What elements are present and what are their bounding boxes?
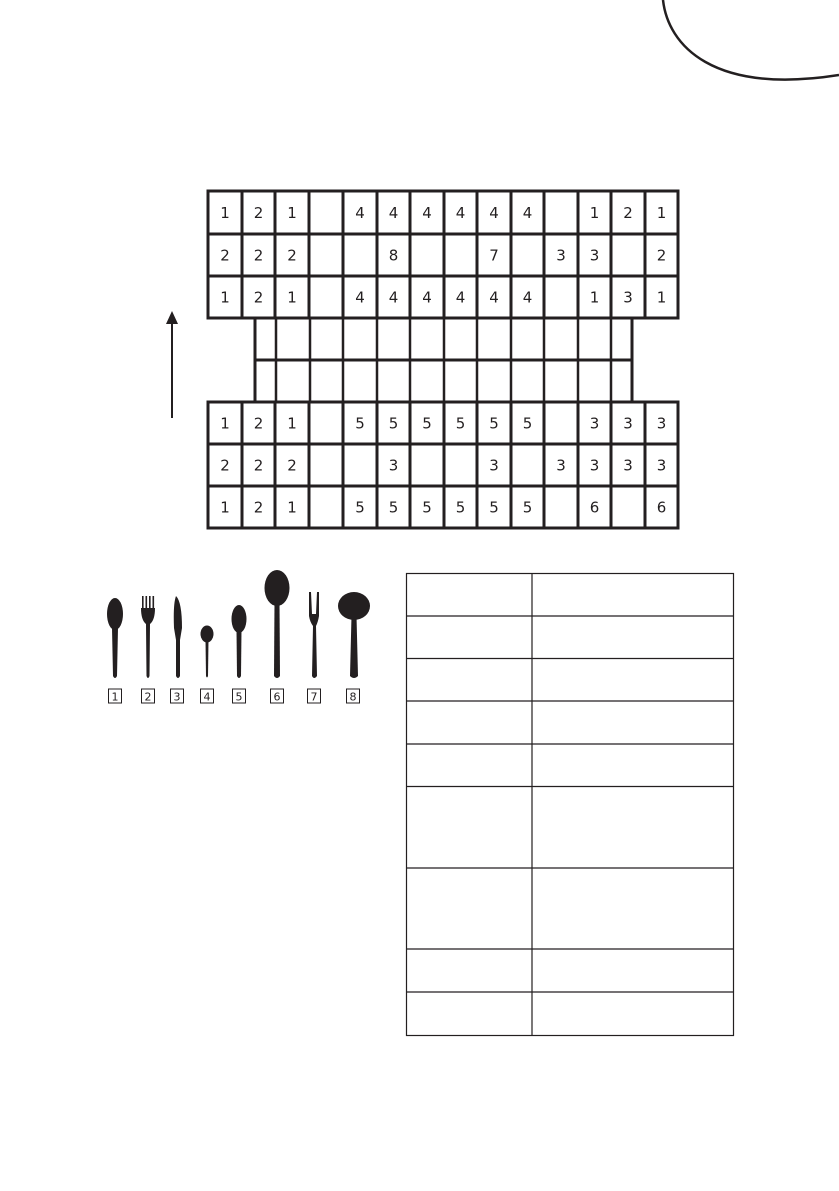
basket-cell-number: 4 bbox=[422, 204, 432, 222]
basket-cell-number: 2 bbox=[253, 246, 264, 265]
basket-cell-number: 5 bbox=[455, 498, 466, 517]
corner-arc-decoration bbox=[663, 0, 839, 80]
coffee-spoon-icon bbox=[201, 626, 214, 678]
basket-cell-number: 4 bbox=[455, 204, 466, 222]
basket-cell-number: 3 bbox=[623, 456, 633, 475]
basket-cell-number: 1 bbox=[287, 414, 297, 433]
basket-cell-number: 5 bbox=[422, 498, 432, 517]
basket-cell-number: 4 bbox=[422, 288, 432, 307]
serving-fork-icon bbox=[309, 592, 319, 678]
basket-cell-number: 1 bbox=[287, 204, 297, 222]
basket-cell-number: 2 bbox=[253, 498, 264, 517]
basket-cell-number: 5 bbox=[355, 498, 365, 517]
basket-cell-number: 3 bbox=[556, 246, 566, 265]
cutlery-key bbox=[107, 570, 370, 678]
basket-cell-number: 3 bbox=[656, 456, 667, 475]
basket-cell-number: 2 bbox=[253, 414, 264, 433]
basket-cell-number: 1 bbox=[287, 498, 297, 517]
basket-cell-number: 5 bbox=[355, 414, 365, 433]
basket-cell-number: 5 bbox=[522, 414, 533, 433]
basket-cell-number: 3 bbox=[656, 414, 667, 433]
basket-cell-number: 1 bbox=[656, 288, 667, 307]
basket-cell-number: 1 bbox=[220, 414, 230, 433]
basket-cell-number: 4 bbox=[388, 204, 399, 222]
key-number-label: 6 bbox=[273, 690, 281, 704]
basket-cell-number: 1 bbox=[287, 288, 297, 307]
basket-cell-number: 5 bbox=[422, 414, 432, 433]
basket-cell-number: 5 bbox=[455, 414, 466, 433]
basket-cell-number: 5 bbox=[489, 498, 499, 517]
key-number-label: 5 bbox=[235, 690, 243, 704]
basket-cell-number: 3 bbox=[556, 456, 566, 475]
basket-cell-number: 2 bbox=[220, 246, 230, 265]
fork-icon bbox=[141, 596, 155, 678]
basket-cell-number: 1 bbox=[220, 204, 230, 222]
key-number-label: 2 bbox=[144, 690, 152, 704]
basket-cell-number: 3 bbox=[589, 246, 600, 265]
key-number-label: 7 bbox=[310, 690, 318, 704]
basket-cell-number: 2 bbox=[656, 246, 667, 265]
basket-cell-number: 2 bbox=[220, 456, 230, 475]
basket-cell-number: 4 bbox=[388, 288, 399, 307]
legend-table bbox=[407, 574, 734, 1036]
basket-cell-number: 5 bbox=[388, 414, 399, 433]
basket-cell-number: 6 bbox=[656, 498, 667, 517]
basket-cell-number: 1 bbox=[589, 288, 600, 307]
basket-bottom-section bbox=[208, 402, 678, 528]
key-number-label: 8 bbox=[349, 690, 357, 704]
basket-cell-number: 2 bbox=[253, 456, 264, 475]
basket-cell-number: 4 bbox=[489, 204, 499, 222]
basket-cell-number: 1 bbox=[656, 204, 667, 222]
basket-cell-number: 1 bbox=[220, 498, 230, 517]
basket-cell-number: 3 bbox=[489, 456, 499, 475]
basket-cell-number: 5 bbox=[388, 498, 399, 517]
key-number-label: 1 bbox=[111, 690, 119, 704]
basket-cell-number: 2 bbox=[623, 204, 633, 222]
basket-cell-number: 4 bbox=[489, 288, 499, 307]
basket-cell-number: 3 bbox=[623, 288, 633, 307]
basket-cell-number: 2 bbox=[287, 456, 297, 475]
basket-cell-number: 2 bbox=[253, 288, 264, 307]
basket-cell-number: 5 bbox=[489, 414, 499, 433]
loading-direction-arrow bbox=[166, 311, 178, 418]
basket-middle-section bbox=[255, 318, 632, 402]
basket-cell-number: 3 bbox=[623, 414, 633, 433]
basket-cell-number: 3 bbox=[589, 414, 600, 433]
basket-cell-number: 8 bbox=[388, 246, 399, 265]
basket-cell-number: 7 bbox=[489, 246, 499, 265]
dessert-spoon-icon bbox=[232, 605, 247, 678]
basket-cell-number: 4 bbox=[455, 288, 466, 307]
basket-cell-number: 6 bbox=[589, 498, 600, 517]
gravy-ladle-icon bbox=[338, 592, 370, 678]
serving-spoon-icon bbox=[265, 570, 290, 678]
key-number-label: 4 bbox=[203, 690, 211, 704]
basket-cell-number: 1 bbox=[220, 288, 230, 307]
cutlery-key-labels bbox=[109, 689, 360, 704]
basket-cell-number: 5 bbox=[522, 498, 533, 517]
basket-cell-number: 4 bbox=[355, 204, 365, 222]
basket-cell-number: 1 bbox=[589, 204, 600, 222]
basket-cell-number: 4 bbox=[522, 288, 533, 307]
basket-cell-number: 3 bbox=[589, 456, 600, 475]
basket-cell-number: 2 bbox=[253, 204, 264, 222]
basket-cell-number: 2 bbox=[287, 246, 297, 265]
basket-cell-number: 4 bbox=[355, 288, 365, 307]
basket-cell-number: 3 bbox=[388, 456, 399, 475]
soup-spoon-icon bbox=[107, 598, 123, 678]
knife-icon bbox=[174, 596, 182, 678]
key-number-label: 3 bbox=[173, 690, 181, 704]
basket-top-section bbox=[208, 191, 678, 318]
basket-cell-number: 4 bbox=[522, 204, 533, 222]
